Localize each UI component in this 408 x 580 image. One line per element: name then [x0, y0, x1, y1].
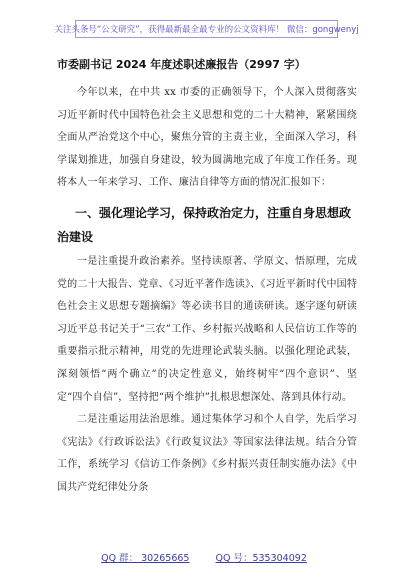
- paragraph-rule-of-law: 二是注重运用法治思维。通过集体学习和个人自学，先后学习《宪法》《行政诉讼法》《行政复议法》等国家法律法规。结合分管工作，系统学习《信访工作条例》《乡村振兴责任制实施办法》《中国共产党纪律处分条: [57, 414, 357, 493]
- document-title: 市委副书记 2024 年度述职述廉报告（2997 字）: [57, 58, 306, 71]
- footer-qq-group: QQ 群： 30265665: [101, 553, 190, 564]
- footer-contact: [0, 550, 408, 564]
- section-heading-1: 一、强化理论学习，保持政治定力，注重自身思想政治建设: [57, 205, 352, 244]
- intro-paragraph: 今年以来，在中共 xx 市委的正确领导下，个人深入贯彻落实习近平新时代中国特色社会主义思想和党的二十大精神，紧紧围绕全面从严治党这个中心，聚焦分管的主责主业，全面深入学习，科学谋划推进，加强自身建设，较为圆满地完成了年度工作任务。现将本人一年来学习、工作、廉洁自律等方面的情况汇报如下：: [57, 87, 357, 189]
- promo-banner-text: 关注头条号“公文研究”，获得最新最全最专业的公文资料库！ 微信：gongwenyj: [54, 25, 359, 35]
- paragraph-political-literacy: 一是注重提升政治素养。坚持读原著、学原文、悟原理，完成党的二十大报告、党章、《习近平著作选读》、《习近平新时代中国特色社会主义思想专题摘编》等必读书目的通读研读。逐字逐句研读习近平总书记关于“三农”工作、乡村振兴战略和人民信访工作等的重要指示批示精神，用党的先进理论武装头脑。以强化理论武装，深刻领悟“两个确立”的决定性意义，始终树牢“四个意识”、坚定“四个自信”，坚持把“两个维护”扎根思想深处、落到具体行动。: [57, 255, 357, 403]
- footer-qq-number: QQ 号：535304092: [215, 553, 307, 564]
- document-body: [57, 82, 357, 500]
- promo-banner: [54, 20, 359, 38]
